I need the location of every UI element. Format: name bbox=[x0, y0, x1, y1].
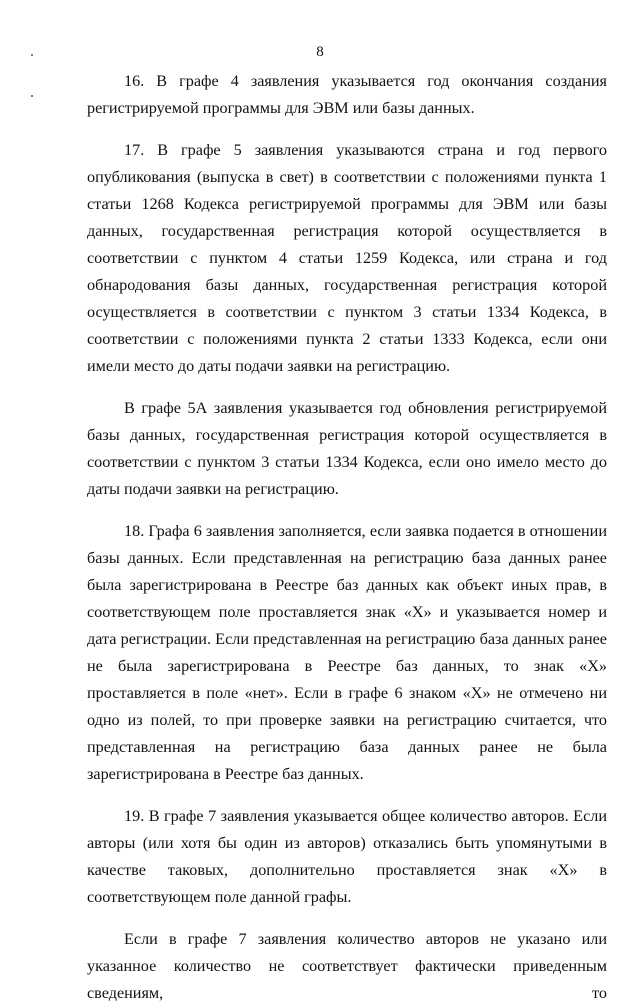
scan-speck bbox=[31, 95, 33, 97]
page-number: 8 bbox=[316, 44, 324, 60]
paragraph-16: 16. В графе 4 заявления указывается год окончания создания регистрируемой программы для ЭВМ или базы данных. bbox=[87, 72, 607, 117]
paragraph-19-continued: Если в графе 7 заявления количество авторов не указано или указанное количество не соответствует фактически приведенным сведениям, то bbox=[87, 930, 607, 1002]
paragraph-19: 19. В графе 7 заявления указывается общее количество авторов. Если авторы (или хотя бы один из авторов) отказались быть упомянутыми в качестве таковых, дополнительно проставляется знак «Х» в соответствующем поле данной графы. bbox=[87, 807, 607, 906]
document-body bbox=[87, 68, 607, 1007]
paragraph-17: 17. В графе 5 заявления указываются страна и год первого опубликования (выпуска в свет) в соответствии с положениями пункта 1 статьи 1268 Кодекса регистрируемой программы для ЭВМ или базы данных, государственная регистрация которой осуществляется в соответствии с пунктом 4 статьи 1259 Кодекса, или страна и год обнародования базы данных, государственная регистрация которой осуществляется в соответствии с пунктом 3 статьи 1334 Кодекса, в соответствии с положениями пункта 2 статьи 1333 Кодекса, если они имели место до даты подачи заявки на регистрацию. bbox=[87, 141, 607, 375]
paragraph-18: 18. Графа 6 заявления заполняется, если заявка подается в отношении базы данных. Если представленная на регистрацию база данных ранее была зарегистрирована в Реестре баз данных как объект иных прав, в соответствующем поле проставляется знак «Х» и указывается номер и дата регистрации. Если представленная на регистрацию база данных ранее не была зарегистрирована в Реестре баз данных, то знак «Х» проставляется в поле «нет». Если в графе 6 знаком «Х» не отмечено ни одно из полей, то при проверке заявки на регистрацию считается, что представленная на регистрацию база данных ранее не была зарегистрирована в Реестре баз данных. bbox=[87, 522, 607, 783]
paragraph-17-5a: В графе 5А заявления указывается год обновления регистрируемой базы данных, государственная регистрация которой осуществляется в соответствии с пунктом 3 статьи 1334 Кодекса, если оно имело место до даты подачи заявки на регистрацию. bbox=[87, 399, 607, 498]
